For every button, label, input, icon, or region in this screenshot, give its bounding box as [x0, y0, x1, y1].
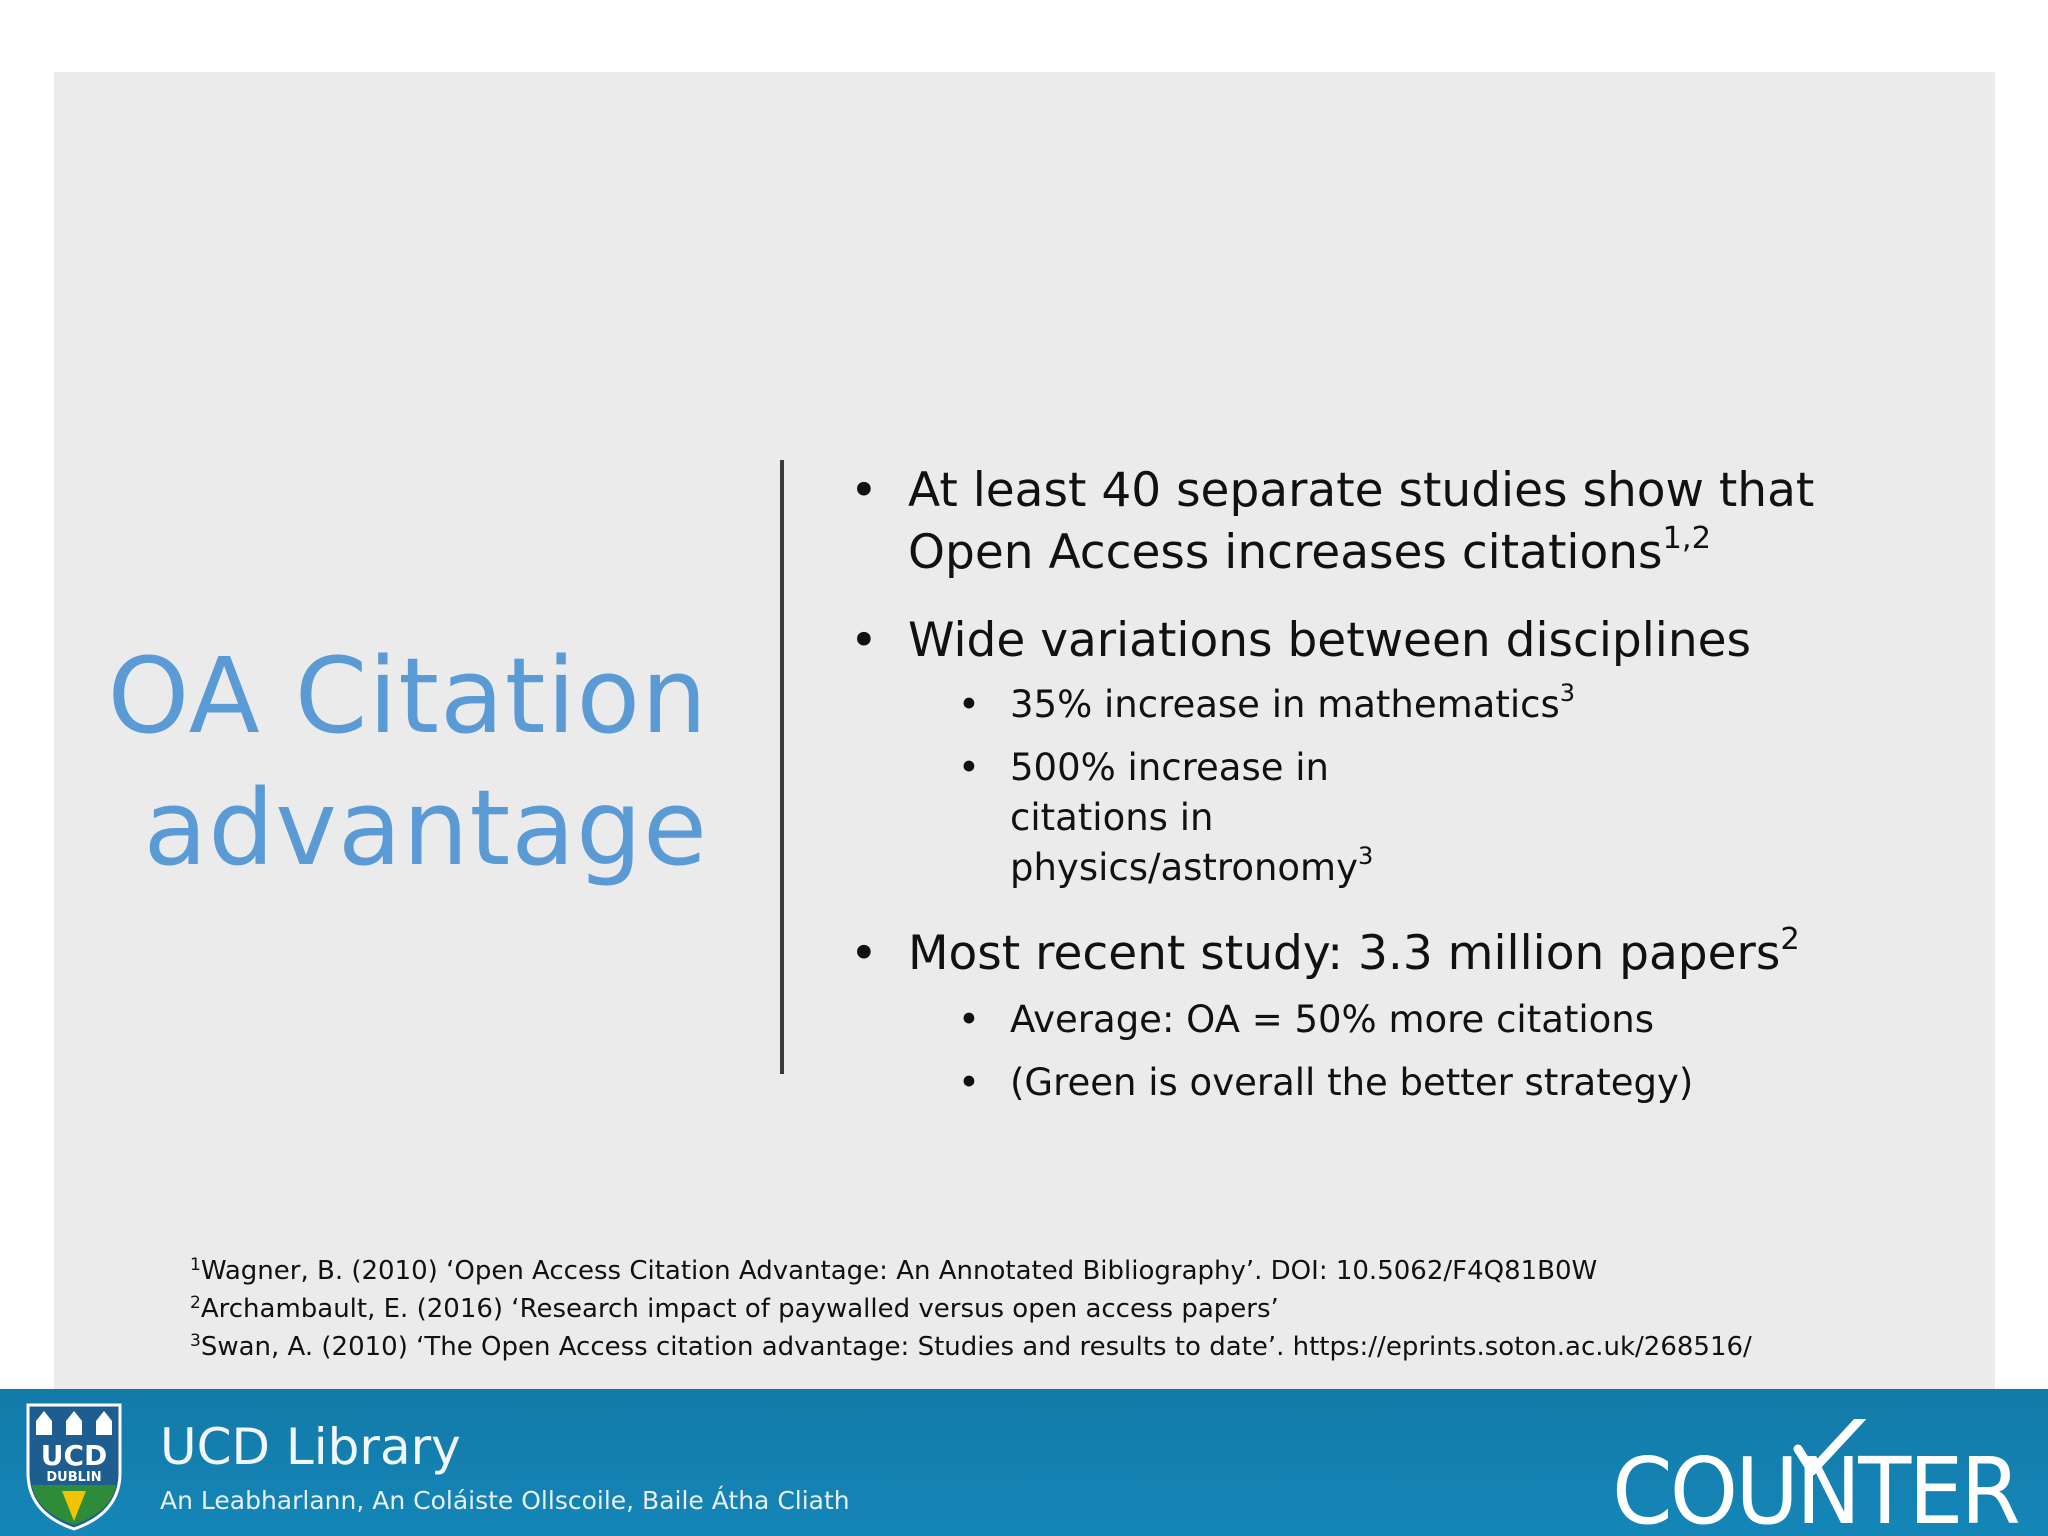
reference-item — [190, 1290, 1750, 1328]
slide-title-line-1: OA Citation — [107, 635, 708, 757]
vertical-divider — [780, 460, 784, 1074]
bullet-text: Wide variations between disciplines — [908, 613, 1752, 668]
footer-bar — [0, 1389, 2048, 1536]
ucd-crest-icon — [24, 1401, 124, 1531]
sub-bullet-text: (Green is overall the better strategy) — [1010, 1061, 1694, 1104]
slide-title — [60, 630, 708, 894]
library-irish-name: An Leabharlann, An Coláiste Ollscoile, Baile Átha Cliath — [160, 1486, 850, 1515]
bullet-item — [850, 610, 1860, 672]
sub-bullet-item — [850, 680, 1860, 730]
reference-text: Archambault, E. (2016) ‘Research impact of paywalled versus open access papers’ — [200, 1294, 1279, 1324]
crest-text-top: UCD — [40, 1439, 108, 1472]
counter-logo — [1612, 1419, 2032, 1529]
bullet-item — [850, 460, 1860, 584]
reference-number: 1 — [190, 1255, 201, 1275]
reference-number: 2 — [190, 1293, 201, 1313]
bullet-text: Most recent study: 3.3 million papers — [908, 926, 1781, 981]
reference-number: 3 — [190, 1331, 201, 1351]
slide-title-line-2: advantage — [143, 767, 708, 889]
bullet-text: At least 40 separate studies show that Open Access increases citations — [908, 463, 1815, 580]
footnote-ref: 2 — [1780, 922, 1800, 958]
reference-item — [190, 1252, 1750, 1290]
sub-bullet-item — [850, 1058, 1860, 1108]
sub-bullet-text: 35% increase in mathematics — [1010, 683, 1560, 726]
bullet-item — [850, 923, 1860, 985]
references — [190, 1252, 1750, 1366]
reference-item — [190, 1328, 1750, 1366]
sub-bullet-text: Average: OA = 50% more citations — [1010, 998, 1655, 1041]
reference-text: Swan, A. (2010) ‘The Open Access citation advantage: Studies and results to date’. https://eprints.soton.ac.uk/268516/ — [200, 1332, 1752, 1362]
crest-text-bottom: DUBLIN — [46, 1470, 102, 1485]
bullet-list — [850, 460, 1860, 1108]
library-name: UCD Library — [160, 1418, 461, 1476]
reference-text: Wagner, B. (2010) ‘Open Access Citation Advantage: An Annotated Bibliography’. DOI: 10.5062/F4Q81B0W — [200, 1256, 1598, 1286]
footnote-ref: 1,2 — [1662, 521, 1712, 557]
sub-bullet-text: 500% increase in citations in physics/astronomy — [1010, 746, 1358, 889]
sub-bullet-item — [850, 743, 1480, 893]
footnote-ref: 3 — [1358, 842, 1374, 871]
footnote-ref: 3 — [1559, 679, 1576, 708]
sub-bullet-item — [850, 995, 1860, 1045]
counter-logo-text: COUNTER — [1612, 1438, 2020, 1529]
